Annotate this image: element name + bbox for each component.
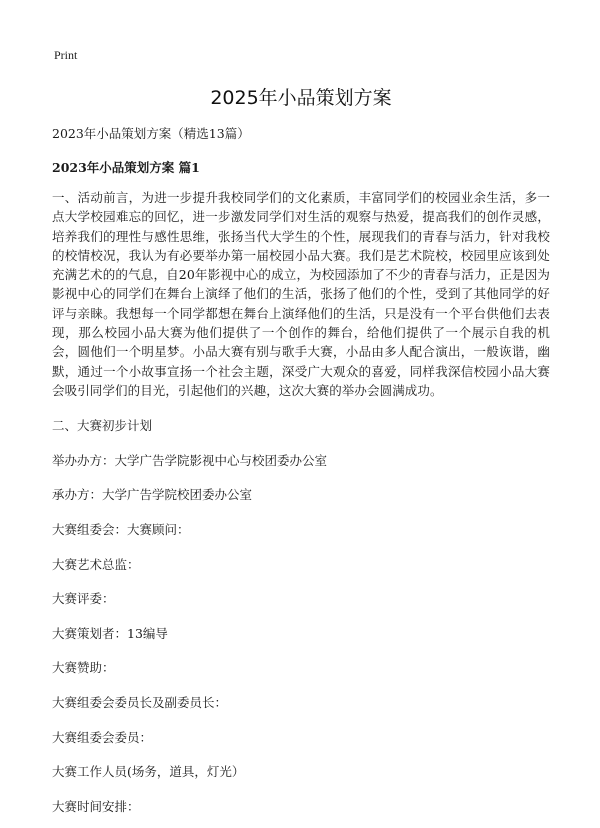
host-line: 承办方：大学广告学院校团委办公室 [52, 487, 253, 503]
section-plan-heading: 二、大赛初步计划 [52, 418, 153, 434]
document-subtitle: 2023年小品策划方案（精选13篇） [52, 126, 250, 141]
sponsor-line: 大赛赞助： [52, 660, 115, 676]
committee-members-line: 大赛组委会委员： [52, 729, 153, 745]
judges-line: 大赛评委： [52, 591, 115, 607]
schedule-line: 大赛时间安排： [52, 798, 140, 814]
organizer-line: 举办办方：大学广告学院影视中心与校团委办公室 [52, 452, 328, 468]
document-title: 2025年小品策划方案 [210, 87, 392, 109]
print-link[interactable]: Print [54, 48, 78, 62]
planner-line: 大赛策划者：13编导 [52, 625, 168, 641]
art-director-line: 大赛艺术总监： [52, 556, 140, 572]
intro-paragraph: 一、活动前言，为进一步提升我校同学们的文化素质，丰富同学们的校园业余生活，多一点大学校园难忘的回忆，进一步激发同学们对生活的观察与热爱，提高我们的创作灵感，培养我们的理性与感性思维，张扬当代大学生的个性，展现我们的青春与活力，针对我校的校情校况，我认为有必要举办第一届校园小品大赛。我们是艺术院校，校园里应该到处充满艺术的的气息，自20年影视中心的成立，为校园添加了不少的青春与活力，正是因为影视中心的同学们在舞台上演绎了他们的生活，张扬了他们的个性，受到了其他同学的好评与亲睐。我想每一个同学都想在舞台上演绎他们的生活，只是没有一个平台供他们去表现，那么校园小品大赛为他们提供了一个创作的舞台，给他们提供了一个展示自我的机会，圆他们一个明星梦。小品大赛有别与歌手大赛，小品由多人配合演出，一般诙谐，幽默，通过一个小故事宣扬一个社会主题，深受广大观众的喜爱，同样我深信校园小品大赛会吸引同学们的目光，引起他们的兴趣，这次大赛的举办会圆满成功。 [52, 190, 550, 398]
committee-chair-line: 大赛组委会委员长及副委员长： [52, 695, 228, 711]
committee-advisor-line: 大赛组委会：大赛顾问： [52, 522, 190, 538]
staff-line: 大赛工作人员(场务，道具，灯光） [52, 764, 245, 780]
section-heading: 2023年小品策划方案 篇1 [52, 160, 200, 175]
